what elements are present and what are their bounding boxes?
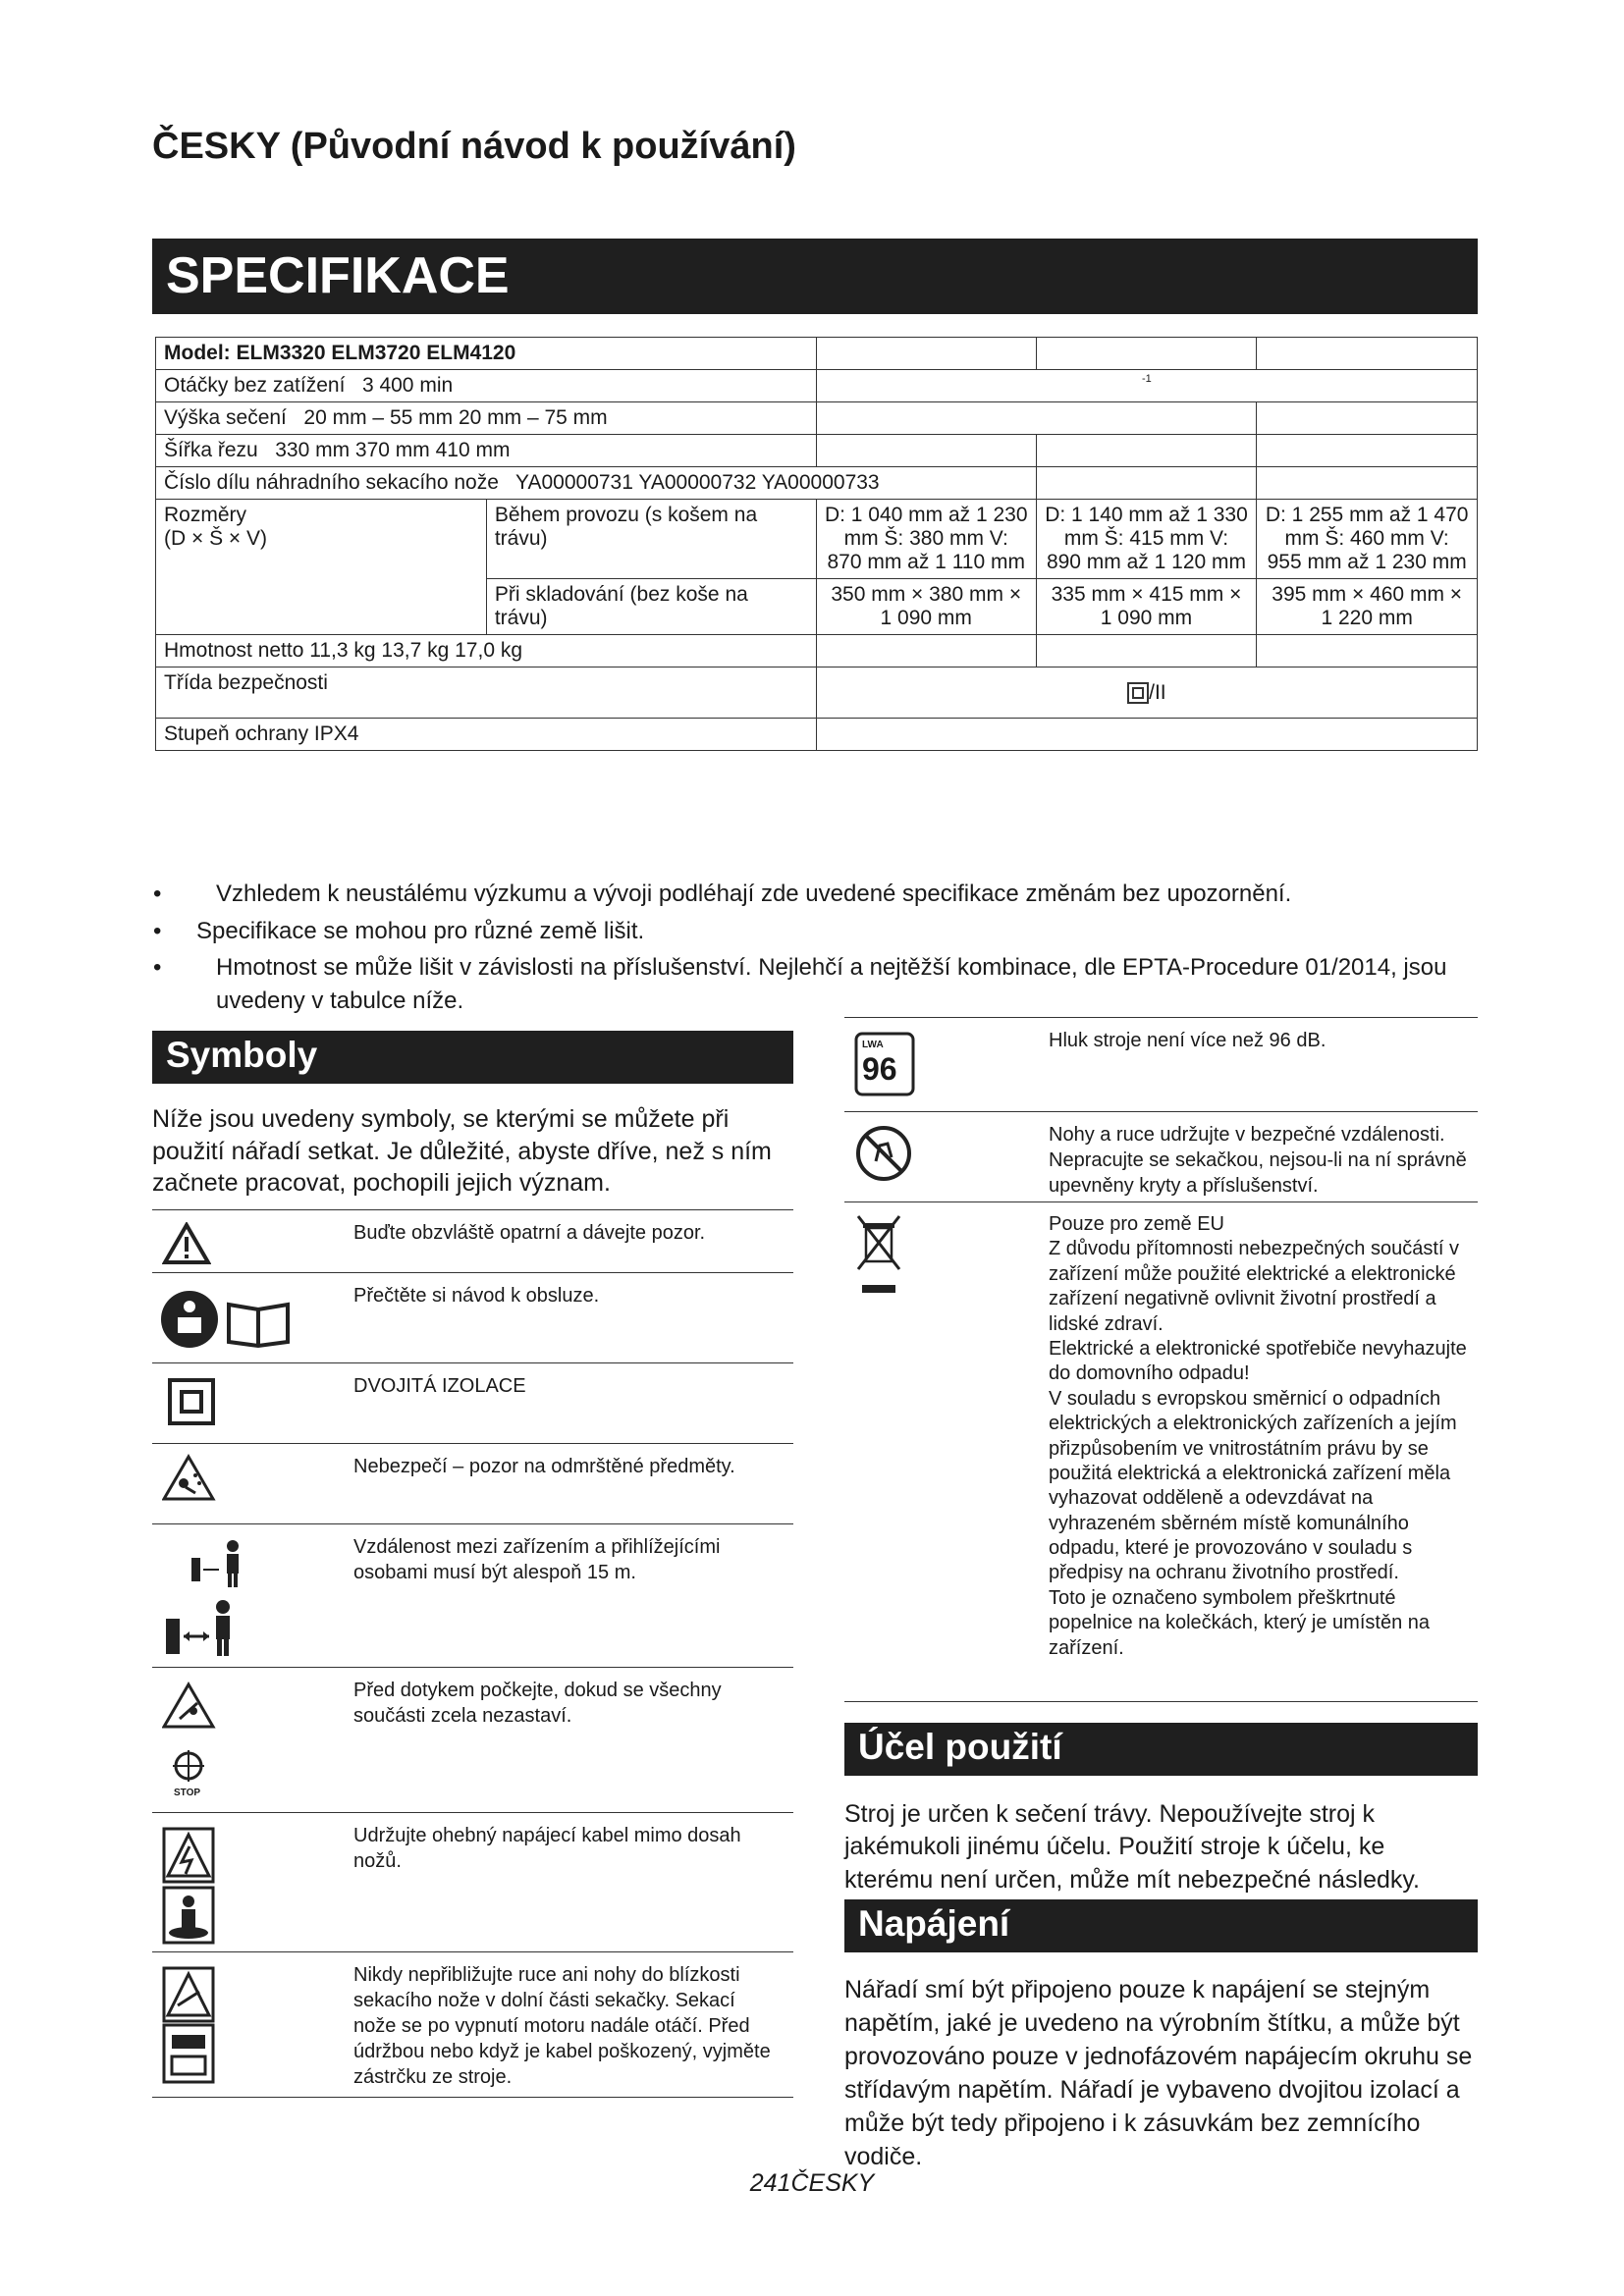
cut-width-row [156,435,817,467]
empty-cell [1257,467,1478,500]
symbol-row [152,1812,793,1952]
page-footer: 241ČESKY [749,2169,875,2197]
note-item: • Specifikace se mohou pro různé země lišit. [147,915,1483,948]
safety-class-label: Třída bezpečnosti [156,667,817,719]
speed-value: 3 400 min [361,374,454,397]
double-insulation-small-icon [1127,682,1149,704]
note-item: • Hmotnost se může lišit v závislosti na příslušenství. Nejlehčí a nejtěžší kombinace, dle EPTA-Procedure 01/2014, jsou uvedeny v tabulce níže. [147,951,1483,1017]
empty-cell [1036,635,1257,667]
operating-label [486,500,816,579]
weight-row: Hmotnost netto 11,3 kg 13,7 kg 17,0 kg [156,635,817,667]
blade-part-row [156,467,1037,500]
power-supply-heading: Napájení [844,1899,1478,1952]
symbol-text: Před dotykem počkejte, dokud se všechny součásti zcela nezastaví. [353,1680,722,1727]
safety-class-cell [816,667,1477,719]
symbols-table-bottom-rule [152,2097,793,2098]
cut-height-row [156,402,817,435]
empty-cell [816,435,1036,467]
storage-value-elm3720: 335 mm × 415 mm × 1 090 mm [1036,579,1257,635]
symbol-row [844,1201,1478,1702]
symbol-row [152,1443,793,1524]
cable-away-icon [162,1827,216,1947]
operating-value-elm3720: D: 1 140 mm až 1 330 mm Š: 415 mm V: 890 mm až 1 120 mm [1036,500,1257,579]
speed-superscript: -1 [1142,373,1152,385]
cut-width-value: 330 mm 370 mm 410 mm [275,439,511,461]
crossed-bin-icon [854,1212,903,1301]
operating-value-elm3320: D: 1 040 mm až 1 230 mm Š: 380 mm V: 870 mm až 1 110 mm [816,500,1036,579]
blade-part-value: YA00000731 YA00000732 YA00000733 [515,471,880,494]
symbol-text: Nohy a ruce udržujte v bezpečné vzdálenosti. Nepracujte se sekačkou, nejsou-li na ní správně upevněny kryty a příslušenství. [1049,1124,1467,1197]
symbols-intro: Níže jsou uvedeny symboly, se kterými se můžete při použití nářadí setkat. Je důležité, abyste dříve, než s ním začnete pracovat, pochopili jejich význam. [152,1105,772,1197]
symbol-text: Přečtěte si návod k obsluze. [353,1285,600,1307]
dimensions-label-text: Rozměry (D × Š × V) [164,504,268,550]
intended-use-text: Stroj je určen k sečení trávy. Nepoužívejte stroj k jakémukoli jinému účelu. Použití stroje k účelu, ke kterému není určen, může mít nebezpečné následky. [844,1800,1420,1894]
double-insulation-icon [167,1377,216,1426]
note-item: • Vzhledem k neustálému výzkumu a vývoji podléhají zde uvedené specifikace změnám bez upozornění. [147,878,1483,911]
noise-unit: LWA [862,1040,884,1050]
storage-label-text: Při skladování (bez koše na trávu) [494,583,748,629]
operating-label-text: Během provozu (s košem na trávu) [494,504,758,550]
symbol-text: Udržujte ohebný napájecí kabel mimo dosah nožů. [353,1825,741,1872]
flying-objects-icon [162,1454,216,1503]
symbol-text: Hluk stroje není více než 96 dB. [1049,1030,1326,1051]
empty-cell [1036,435,1257,467]
symbol-text: Pouze pro země EU Z důvodu přítomnosti nebezpečných součástí v zařízení může použité elektrické a elektronické zařízení negativně ovlivnit životní prostředí a lidské zdraví. Elektrické a elektronické spotřebiče nevyhazujte do domovního odpadu! V souladu s evropskou směrnicí o odpadních elektrických a elektronických zařízeních a jejím přizpůsobením ve vnitrostátním právu by se použitá elektrická a elektronická zařízení měla vyhazovat odděleně a odevzdávat na vyhrazeném sběrném místě komunálního odpadu, které je provozováno v souladu s předpisy na ochranu životního prostředí. Toto je označeno symbolem přeškrtnuté popelnice na kolečkách, který je umístěn na zařízení. [1049,1213,1467,1659]
empty-cell [1036,338,1257,370]
page-language-title: ČESKY (Původní návod k používání) [152,126,796,167]
empty-cell [1257,435,1478,467]
empty-cell [816,635,1036,667]
spec-notes [147,878,1483,1021]
symbol-row [844,1017,1478,1112]
symbol-text: Buďte obzvláště opatrní a dávejte pozor. [353,1222,706,1244]
protection-row: Stupeň ochrany IPX4 [156,719,817,751]
symbols-heading: Symboly [152,1031,793,1084]
specifications-table [155,337,1478,751]
warning-triangle-icon [162,1222,211,1265]
empty-cell [1257,635,1478,667]
cut-width-label: Šířka řezu [164,439,258,461]
empty-cell [816,402,1257,435]
speed-label: Otáčky bez zatížení [164,374,346,397]
empty-cell [816,338,1036,370]
blade-part-label: Číslo dílu náhradního sekacího nože [164,471,499,494]
noise-level-icon [854,1032,915,1096]
speed-superscript-cell [816,370,1477,402]
symbol-text: Vzdálenost mezi zařízením a přihlížejícími osobami musí být alespoň 15 m. [353,1536,721,1583]
symbol-row [152,1209,793,1273]
power-supply-text: Nářadí smí být připojeno pouze k napájení se stejným napětím, jaké je uvedeno na výrobním štítku, a může být provozováno pouze v jednofázovém napájecím okruhu se střídavým napětím. Nářadí je vybaveno dvojitou izolací a může být tedy připojeno i k zásuvkám bez zemnícího vodiče. [844,1976,1473,2170]
cut-height-label: Výška sečení [164,406,287,429]
read-manual-icon [160,1285,298,1354]
symbol-row [152,1362,793,1444]
model-row: Model: ELM3320 ELM3720 ELM4120 [156,338,817,370]
symbol-row [152,1272,793,1363]
wait-stop-icon [162,1682,216,1809]
keep-distance-icon [162,1536,270,1662]
dimensions-label [156,500,487,635]
operating-value-elm4120: D: 1 255 mm až 1 470 mm Š: 460 mm V: 955 mm až 1 230 mm [1257,500,1478,579]
storage-value-elm4120: 395 mm × 460 mm × 1 220 mm [1257,579,1478,635]
intended-use-heading: Účel použití [844,1723,1478,1776]
speed-row [156,370,817,402]
cut-height-value: 20 mm – 55 mm 20 mm – 75 mm [303,406,608,429]
specifications-heading: SPECIFIKACE [152,239,1478,314]
symbol-row [152,1523,793,1668]
empty-cell [1036,467,1257,500]
safety-class-value: /II [1149,680,1166,704]
symbol-text: Nebezpečí – pozor na odmrštěné předměty. [353,1456,735,1477]
symbol-row [152,1951,793,2098]
symbol-text: DVOJITÁ IZOLACE [353,1375,526,1397]
symbol-text: Nikdy nepřibližujte ruce ani nohy do blízkosti sekacího nože v dolní části sekačky. Sekací nože se po vypnutí motoru nadále otáčí. Před údržbou nebo když je kabel poškozený, vyjměte zástrčku ze stroje. [353,1964,771,2088]
empty-cell [816,719,1477,751]
symbol-row [844,1111,1478,1202]
blade-hands-feet-icon [162,1966,216,2086]
symbol-row [152,1667,793,1813]
stop-label: STOP [174,1788,201,1798]
empty-cell [1257,402,1478,435]
storage-value-elm3320: 350 mm × 380 mm × 1 090 mm [816,579,1036,635]
empty-cell [1257,338,1478,370]
noise-value: 96 [862,1051,897,1087]
storage-label [486,579,816,635]
keep-hands-feet-away-icon [854,1124,913,1183]
